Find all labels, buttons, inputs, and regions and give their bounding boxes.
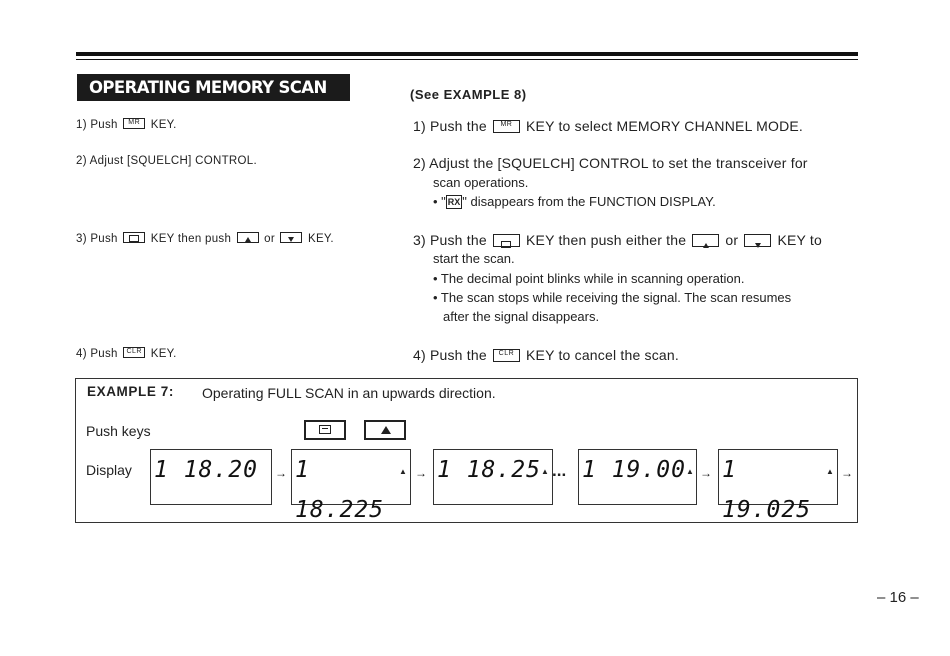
- right-step-2-bullet: • " RX " disappears from the FUNCTION DISPLAY.: [433, 194, 716, 209]
- display-frame-5: 1 19.025: [718, 449, 838, 505]
- left-step-4: 4) Push CLR KEY.: [76, 348, 177, 360]
- right-step-3-line1: 3) Push the KEY then push either the or KEY to: [413, 232, 822, 248]
- arrow-icon: →: [700, 466, 712, 480]
- up-indicator-icon: ▲: [399, 467, 407, 476]
- memory-key-icon: [123, 232, 145, 243]
- right-step-3-bullet2-cont: after the signal disappears.: [443, 309, 600, 324]
- right-step-4: 4) Push the CLR KEY to cancel the scan.: [413, 347, 679, 363]
- right-step-3-line2: start the scan.: [433, 251, 515, 266]
- top-rule-thin: [76, 59, 858, 60]
- arrow-icon: →: [841, 466, 853, 480]
- ellipsis: ...: [552, 461, 567, 480]
- up-indicator-icon: ▲: [541, 467, 549, 476]
- section-title: OPERATING MEMORY SCAN: [77, 74, 350, 101]
- display-frame-1: 1 18.20: [150, 449, 272, 505]
- right-step-2-line2: scan operations.: [433, 175, 529, 190]
- display-frame-3: 1 18.25: [433, 449, 553, 505]
- left-step-1: 1) Push MR KEY.: [76, 119, 177, 131]
- arrow-icon: →: [415, 466, 427, 480]
- down-key-icon: [280, 232, 302, 243]
- display-frame-4: 1 19.00: [578, 449, 697, 505]
- push-keys-label: Push keys: [86, 423, 151, 439]
- clr-key-icon: CLR: [123, 347, 145, 358]
- example-label: EXAMPLE 7:: [87, 384, 175, 399]
- left-step-2: 2) Adjust [SQUELCH] CONTROL.: [76, 155, 257, 167]
- page-number: – 16 –: [877, 589, 919, 606]
- arrow-icon: →: [275, 466, 287, 480]
- display-frame-2: 1 18.225: [291, 449, 411, 505]
- mr-key-icon: MR: [123, 118, 145, 129]
- memory-key-icon: [304, 420, 346, 440]
- see-example: (See EXAMPLE 8): [410, 87, 527, 102]
- right-step-2-line1: 2) Adjust the [SQUELCH] CONTROL to set the transceiver for: [413, 155, 808, 171]
- rx-indicator-icon: RX: [447, 196, 461, 207]
- down-key-icon: [744, 234, 771, 247]
- up-key-icon: [364, 420, 406, 440]
- clr-key-icon: CLR: [493, 349, 520, 362]
- top-rule-thick: [76, 52, 858, 56]
- memory-key-icon: [493, 234, 520, 247]
- right-step-1: 1) Push the MR KEY to select MEMORY CHANNEL MODE.: [413, 118, 804, 134]
- up-indicator-icon: ▲: [686, 467, 694, 476]
- left-step-3: 3) Push KEY then push or KEY.: [76, 233, 334, 245]
- right-step-3-bullet1: • The decimal point blinks while in scanning operation.: [433, 271, 745, 286]
- up-key-icon: [692, 234, 719, 247]
- up-indicator-icon: ▲: [826, 467, 834, 476]
- example-description: Operating FULL SCAN in an upwards direction.: [202, 385, 496, 401]
- display-label: Display: [86, 462, 132, 478]
- mr-key-icon: MR: [493, 120, 520, 133]
- up-key-icon: [237, 232, 259, 243]
- right-step-3-bullet2: • The scan stops while receiving the signal. The scan resumes: [433, 290, 792, 305]
